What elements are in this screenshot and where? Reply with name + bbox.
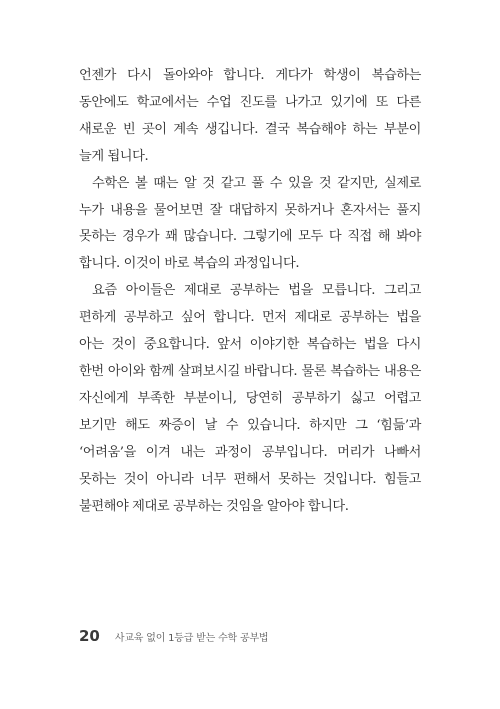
running-book-title: 사교육 없이 1등급 받는 수학 공부법 <box>114 633 269 644</box>
body-text <box>79 63 421 520</box>
paragraph-1: 언젠가 다시 돌아와야 합니다. 게다가 학생이 복습하는 동안에도 학교에서는 수업 진도를 나가고 있기에 또 다른 새로운 빈 곳이 계속 생깁니다. 결국 복습해야 하는 부분이 늘게 됩니다. <box>79 68 421 164</box>
page-footer <box>79 627 421 645</box>
page-number: 20 <box>79 627 100 645</box>
paragraph-2: 수학은 볼 때는 알 것 같고 풀 수 있을 것 같지만, 실제로 누가 내용을 물어보면 잘 대답하지 못하거나 혼자서는 풀지 못하는 경우가 꽤 많습니다. 그렇기에 모두 다 직접 해 봐야 합니다. 이것이 바로 복습의 과정입니다. <box>79 175 421 272</box>
paragraph-3: 요즘 아이들은 제대로 공부하는 법을 모릅니다. 그리고 편하게 공부하고 싶어 합니다. 먼저 제대로 공부하는 법을 아는 것이 중요합니다. 앞서 이야기한 복습하는 법을 다시 한번 아이와 함께 살펴보시길 바랍니다. 물론 복습하는 내용은 자신에게 부족한 부분이니, 당연히 공부하기 싫고 어렵고 보기만 해도 짜증이 날 수 있습니다. 하지만 그 ‘힘듦’과 ‘어려움’을 이겨 내는 과정이 공부입니다. 머리가 나빠서 못하는 것이 아니라 너무 편해서 못하는 것입니다. 힘들고 불편해야 제대로 공부하는 것임을 알아야 합니다. <box>79 283 421 514</box>
